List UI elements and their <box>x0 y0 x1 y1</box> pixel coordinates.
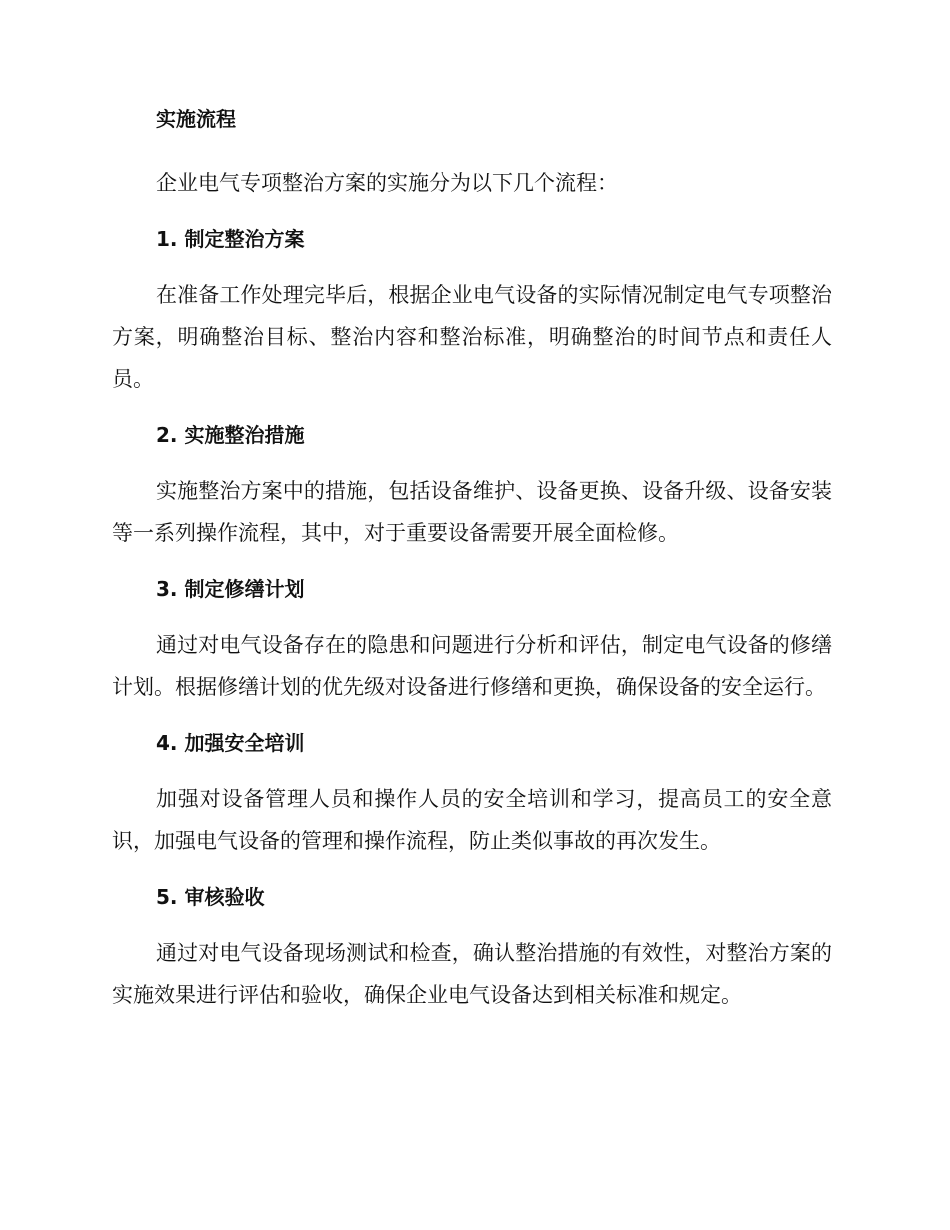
step-4-title: 4. 加强安全培训 <box>156 731 305 755</box>
step-3-title: 3. 制定修缮计划 <box>156 577 305 601</box>
step-4-text: 加强对设备管理人员和操作人员的安全培训和学习，提高员工的安全意识，加强电气设备的管理和操作流程，防止类似事故的再次发生。 <box>112 787 832 853</box>
step-1-text: 在准备工作处理完毕后，根据企业电气设备的实际情况制定电气专项整治方案，明确整治目标、整治内容和整治标准，明确整治的时间节点和责任人员。 <box>112 283 832 391</box>
step-2-text: 实施整治方案中的措施，包括设备维护、设备更换、设备升级、设备安装等一系列操作流程，其中，对于重要设备需要开展全面检修。 <box>112 479 832 545</box>
document-page <box>112 104 832 1016</box>
step-1-title: 1. 制定整治方案 <box>156 227 305 251</box>
step-3-text: 通过对电气设备存在的隐患和问题进行分析和评估，制定电气设备的修缮计划。根据修缮计划的优先级对设备进行修缮和更换，确保设备的安全运行。 <box>112 633 832 699</box>
intro-paragraph: 企业电气专项整治方案的实施分为以下几个流程： <box>156 171 618 195</box>
step-2-title: 2. 实施整治措施 <box>156 423 305 447</box>
step-5-title: 5. 审核验收 <box>156 885 265 909</box>
section-title: 实施流程 <box>156 107 236 131</box>
step-5-text: 通过对电气设备现场测试和检查，确认整治措施的有效性，对整治方案的实施效果进行评估和验收，确保企业电气设备达到相关标准和规定。 <box>112 941 832 1007</box>
